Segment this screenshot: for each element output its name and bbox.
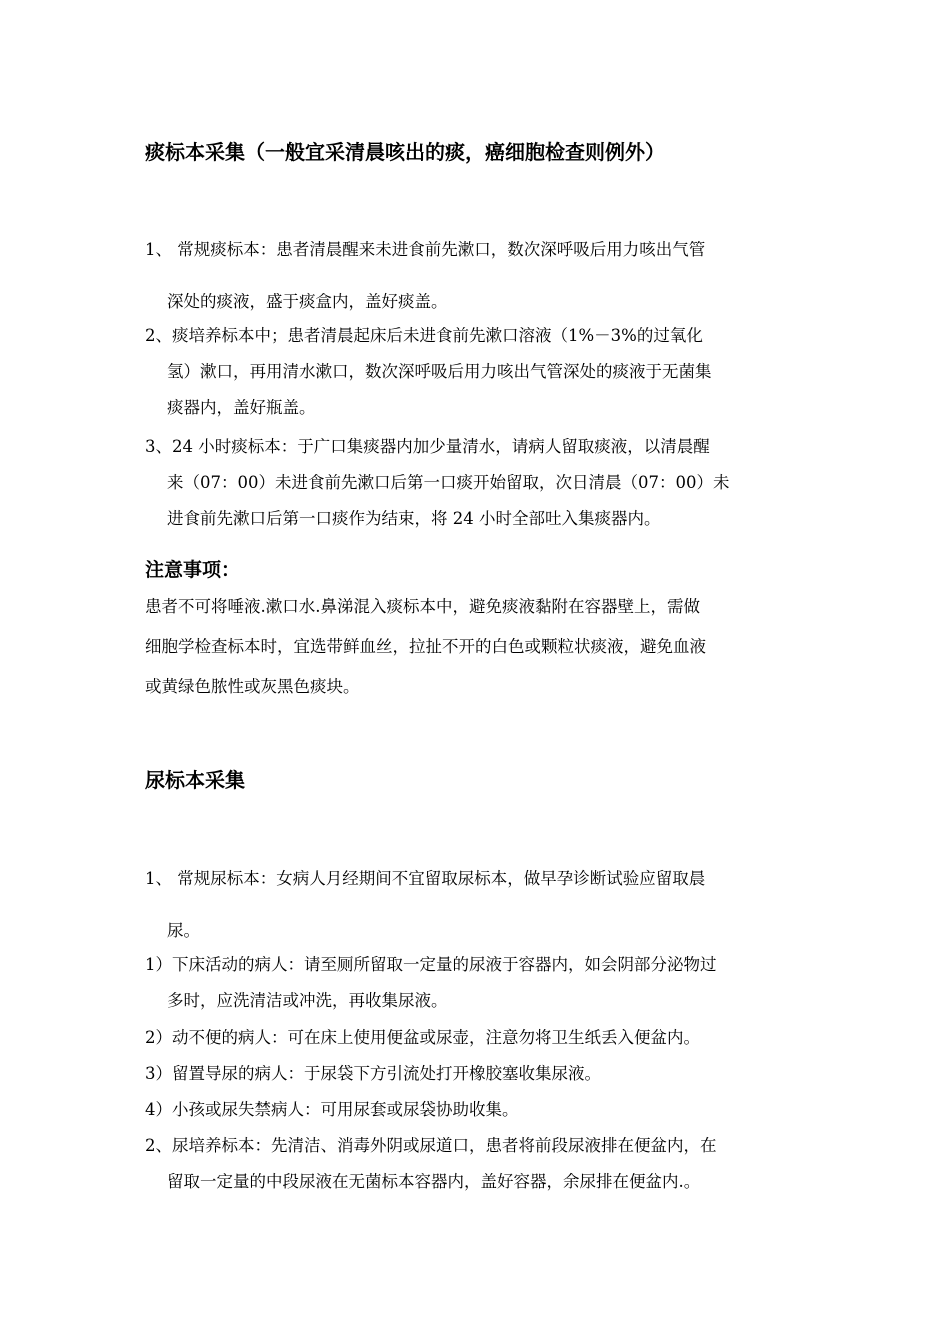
urine-item-2 (145, 1128, 810, 1200)
urine-item-1a-line-1: 1）下床活动的病人：请至厕所留取一定量的尿液于容器内，如会阴部分泌物过 (145, 955, 717, 974)
urine-item-2-line-2: 留取一定量的中段尿液在无菌标本容器内，盖好容器，余尿排在便盆内.。 (167, 1172, 701, 1191)
sputum-item-2-line-1: 2、痰培养标本中；患者清晨起床后未进食前先漱口溶液（1%－3%的过氧化 (145, 326, 703, 345)
sputum-item-1 (145, 232, 810, 320)
sputum-section-title: 痰标本采集（一般宜采清晨咳出的痰，癌细胞检查则例外） (145, 140, 665, 164)
urine-item-1 (145, 861, 810, 949)
urine-item-4a (145, 1092, 810, 1128)
sputum-item-2-line-3: 痰器内，盖好瓶盖。 (167, 398, 316, 417)
urine-item-2a (145, 1020, 810, 1056)
sputum-item-3-line-3: 进食前先漱口后第一口痰作为结束，将 24 小时全部吐入集痰器内。 (167, 509, 661, 528)
urine-item-3a (145, 1056, 810, 1092)
sputum-item-3-line-1: 3、24 小时痰标本：于广口集痰器内加少量清水，请病人留取痰液，以清晨醒 (145, 437, 710, 456)
notice-line-3: 或黄绿色脓性或灰黑色痰块。 (145, 677, 360, 696)
sputum-item-2-line-2: 氢）漱口，再用清水漱口，数次深呼吸后用力咳出气管深处的痰液于无菌集 (167, 362, 712, 381)
sputum-item-1-line-1: 1、 常规痰标本：患者清晨醒来未进食前先漱口，数次深呼吸后用力咳出气管 (145, 240, 706, 259)
urine-section-title: 尿标本采集 (145, 768, 245, 792)
urine-item-1a-line-2: 多时，应洗清洁或冲洗，再收集尿液。 (167, 991, 448, 1010)
urine-item-1-line-1: 1、 常规尿标本：女病人月经期间不宜留取尿标本，做早孕诊断试验应留取晨 (145, 869, 706, 888)
urine-item-1a (145, 947, 810, 1019)
sputum-item-3-line-2: 来（07：00）未进食前先漱口后第一口痰开始留取，次日清晨（07：00）未 (167, 473, 730, 492)
notice-title: 注意事项： (145, 559, 241, 581)
notice-paragraph (145, 587, 810, 707)
urine-item-3a-line-1: 3）留置导尿的病人：于尿袋下方引流处打开橡胶塞收集尿液。 (145, 1064, 601, 1083)
notice-line-1: 患者不可将唾液.漱口水.鼻涕混入痰标本中，避免痰液黏附在容器壁上，需做 (145, 597, 700, 616)
urine-item-1-line-2: 尿。 (167, 921, 200, 940)
sputum-item-2 (145, 318, 810, 426)
urine-item-2a-line-1: 2）动不便的病人：可在床上使用便盆或尿壶，注意勿将卫生纸丢入便盆内。 (145, 1028, 700, 1047)
urine-item-4a-line-1: 4）小孩或尿失禁病人：可用尿套或尿袋协助收集。 (145, 1100, 519, 1119)
urine-item-2-line-1: 2、尿培养标本：先清洁、消毒外阴或尿道口，患者将前段尿液排在便盆内，在 (145, 1136, 717, 1155)
notice-line-2: 细胞学检查标本时，宜选带鲜血丝，拉扯不开的白色或颗粒状痰液，避免血液 (145, 637, 706, 656)
sputum-item-1-line-2: 深处的痰液，盛于痰盒内，盖好痰盖。 (167, 292, 448, 311)
sputum-item-3 (145, 429, 810, 537)
